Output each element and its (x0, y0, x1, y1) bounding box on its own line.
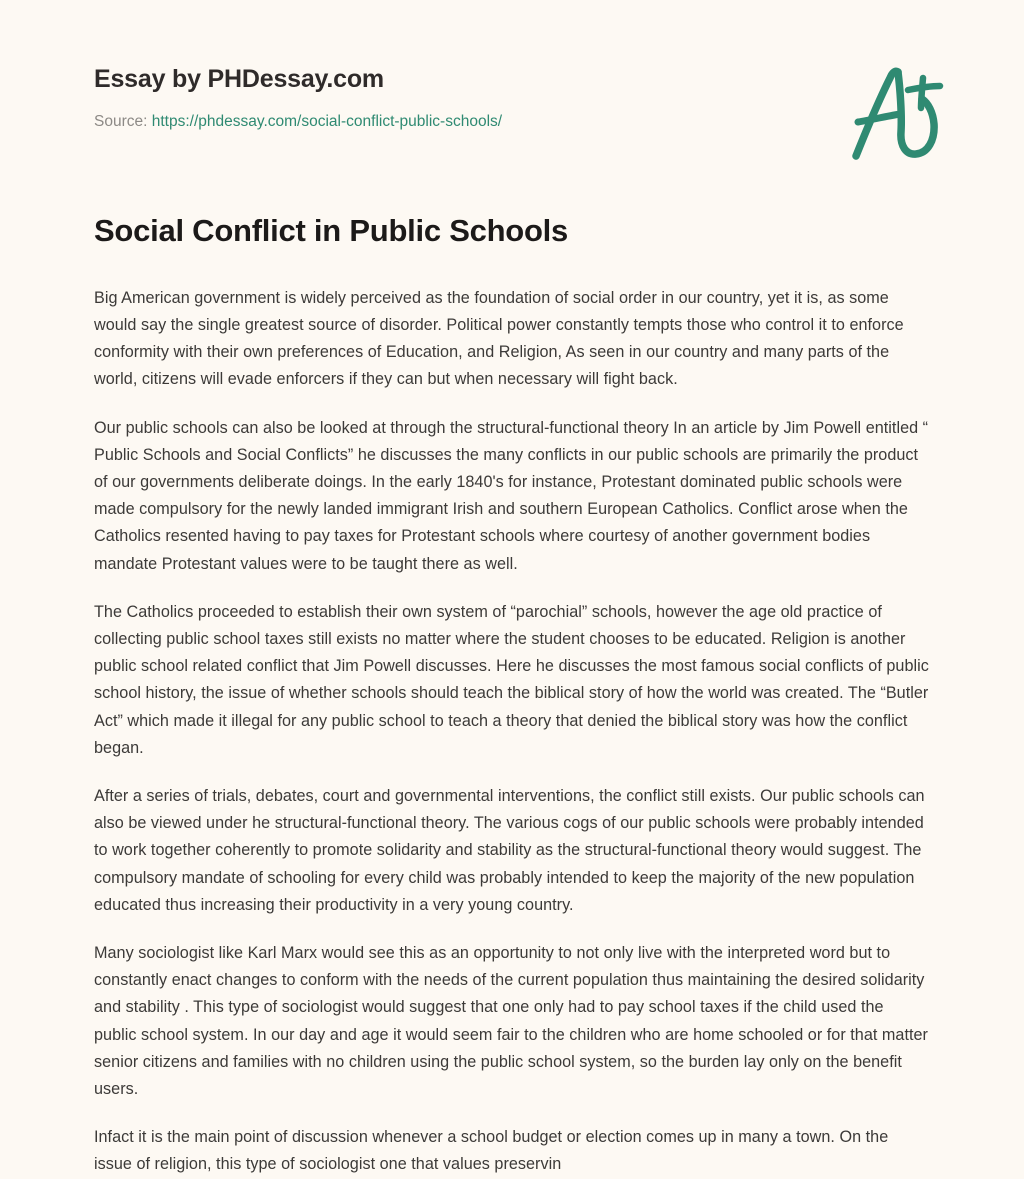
source-label: Source: (94, 113, 148, 130)
article (0, 212, 1024, 1179)
page-masthead (0, 0, 1024, 150)
source-url-link[interactable]: https://phdessay.com/social-conflict-public-schools/ (151, 113, 503, 130)
paragraph: Infact it is the main point of discussion whenever a school budget or election comes up in many a town. On the issue of religion, this type of sociologist one that values preservin (94, 1128, 889, 1174)
paragraph: Many sociologist like Karl Marx would see this as an opportunity to not only live with the interpreted word but to constantly enact changes to conform with the needs of the current population thus maintaining the desired solidarity and stability . This type of sociologist would suggest that one only had to pay school taxes if the child used the public school system. In our day and age it would seem fair to the children who are home schooled or for that matter senior citizens and families with no children using the public school system, so the burden lay only on the benefit users. (94, 944, 928, 1099)
source-line (94, 112, 944, 132)
paragraph: Our public schools can also be looked at through the structural-functional theory In an article by Jim Powell entitled “ Public Schools and Social Conflicts” he discusses the many conflicts in our public schools are primarily the product of our governments deliberate doings. In the early 1840's for instance, Protestant dominated public schools were made compulsory for the newly landed immigrant Irish and southern European Catholics. Conflict arose when the Catholics resented having to pay taxes for Protestant schools where courtesy of another government bodies mandate Protestant values were to be taught there as well. (94, 418, 929, 573)
article-body (94, 285, 930, 1179)
brand-title: Essay by PHDessay.com (94, 65, 384, 93)
paragraph: The Catholics proceeded to establish their own system of “parochial” schools, however the age old practice of collecting public school taxes still exists no matter where the student chooses to be educated. Religion is another public school related conflict that Jim Powell discusses. Here he discusses the most famous social conflicts of public school history, the issue of whether schools should teach the biblical story of how the world was created. The “Butler Act” which made it illegal for any public school to teach a theory that denied the biblical story was how the conflict began. (94, 602, 929, 757)
page-title: Social Conflict in Public Schools (94, 213, 569, 248)
paragraph: Big American government is widely perceived as the foundation of social order in our country, yet it is, as some would say the single greatest source of disorder. Political power constantly tempts those who control it to enforce conformity with their own preferences of Education, and Religion, As seen in our country and many parts of the world, citizens will evade enforcers if they can but when necessary will fight back. (94, 288, 904, 389)
paragraph: After a series of trials, debates, court and governmental interventions, the conflict still exists. Our public schools can also be viewed under he structural-functional theory. The various cogs of our public schools were probably intended to work together coherently to promote solidarity and stability as the structural-functional theory would suggest. The compulsory mandate of schooling for every child was probably intended to keep the majority of the new population educated thus increasing their productivity in a very young country. (94, 787, 925, 914)
a-plus-logo-icon (840, 58, 950, 168)
